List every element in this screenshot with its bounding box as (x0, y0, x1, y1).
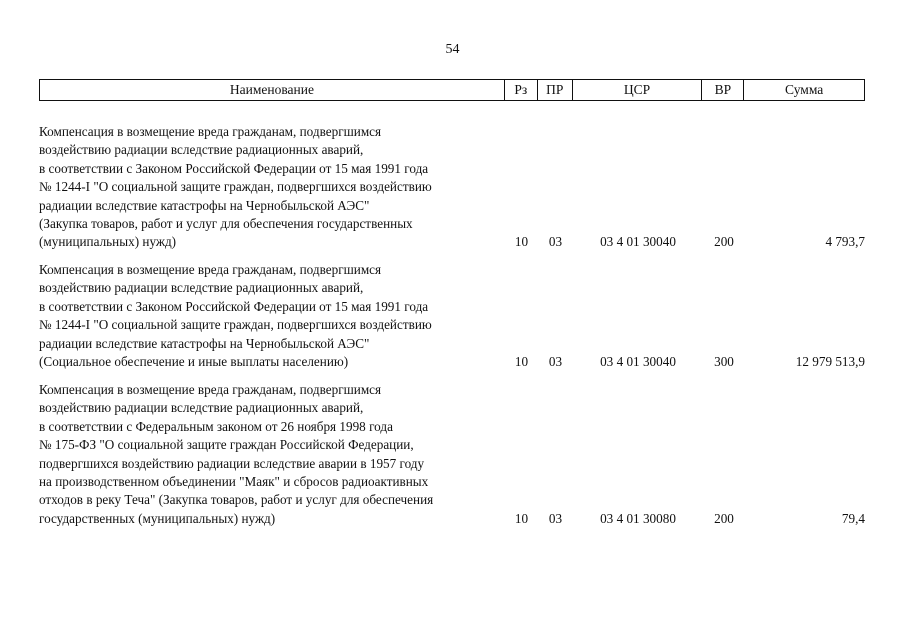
row-vr: 300 (714, 354, 734, 370)
row-vr: 200 (714, 234, 734, 250)
row-description: Компенсация в возмещение вреда гражданам, подвергшимся воздействию радиации вследствие радиационных аварий, в соответствии с Законом Российской Федерации от 15 мая 1991 года № 1244-I "О социальной защите граждан, подвергшихся воздействию радиации вследствие катастрофы на Чернобыльской АЭС" (Закупка товаров, работ и услуг для обеспечения государственных (муниципальных) нужд) (39, 124, 432, 250)
header-vr: ВР (702, 80, 744, 100)
row-rz: 10 (514, 510, 529, 526)
table-row (39, 381, 865, 528)
header-name: Наименование (40, 80, 505, 100)
row-rz: 10 (514, 354, 529, 370)
row-sum: 79,4 (841, 510, 865, 526)
row-sum: 12 979 513,9 (795, 354, 865, 370)
row-sum: 4 793,7 (825, 234, 865, 250)
header-rz: Рз (505, 80, 538, 100)
row-pr: 03 (548, 510, 563, 526)
row-pr: 03 (548, 234, 563, 250)
table-header (39, 79, 865, 101)
table-row (39, 261, 865, 371)
row-csr: 03 4 01 30040 (600, 354, 676, 370)
row-vr: 200 (714, 510, 734, 526)
row-description: Компенсация в возмещение вреда гражданам, подвергшимся воздействию радиации вследствие радиационных аварий, в соответствии с Законом Российской Федерации от 15 мая 1991 года № 1244-I "О социальной защите граждан, подвергшихся воздействию радиации вследствие катастрофы на Чернобыльской АЭС" (Социальное обеспечение и иные выплаты населению) (39, 262, 432, 370)
row-rz: 10 (514, 234, 529, 250)
page-number: 54 (445, 42, 460, 57)
header-sum: Сумма (785, 82, 824, 98)
row-pr: 03 (548, 354, 563, 370)
row-description: Компенсация в возмещение вреда гражданам, подвергшимся воздействию радиации вследствие радиационных аварий, в соответствии с Федеральным законом от 26 ноября 1998 года № 175-ФЗ "О социальной защите граждан Российской Федерации, подвергшихся воздействию радиации вследствие аварии в 1957 году на производственном объединении "Маяк" и сбросов радиоактивных отходов в реку Теча" (Закупка товаров, работ и услуг для обеспечения государственных (муниципальных) нужд) (39, 382, 434, 526)
row-csr: 03 4 01 30080 (600, 510, 676, 526)
row-csr: 03 4 01 30040 (600, 234, 676, 250)
header-csr: ЦСР (573, 80, 703, 100)
header-pr: ПР (538, 80, 573, 100)
table-row (39, 123, 865, 252)
